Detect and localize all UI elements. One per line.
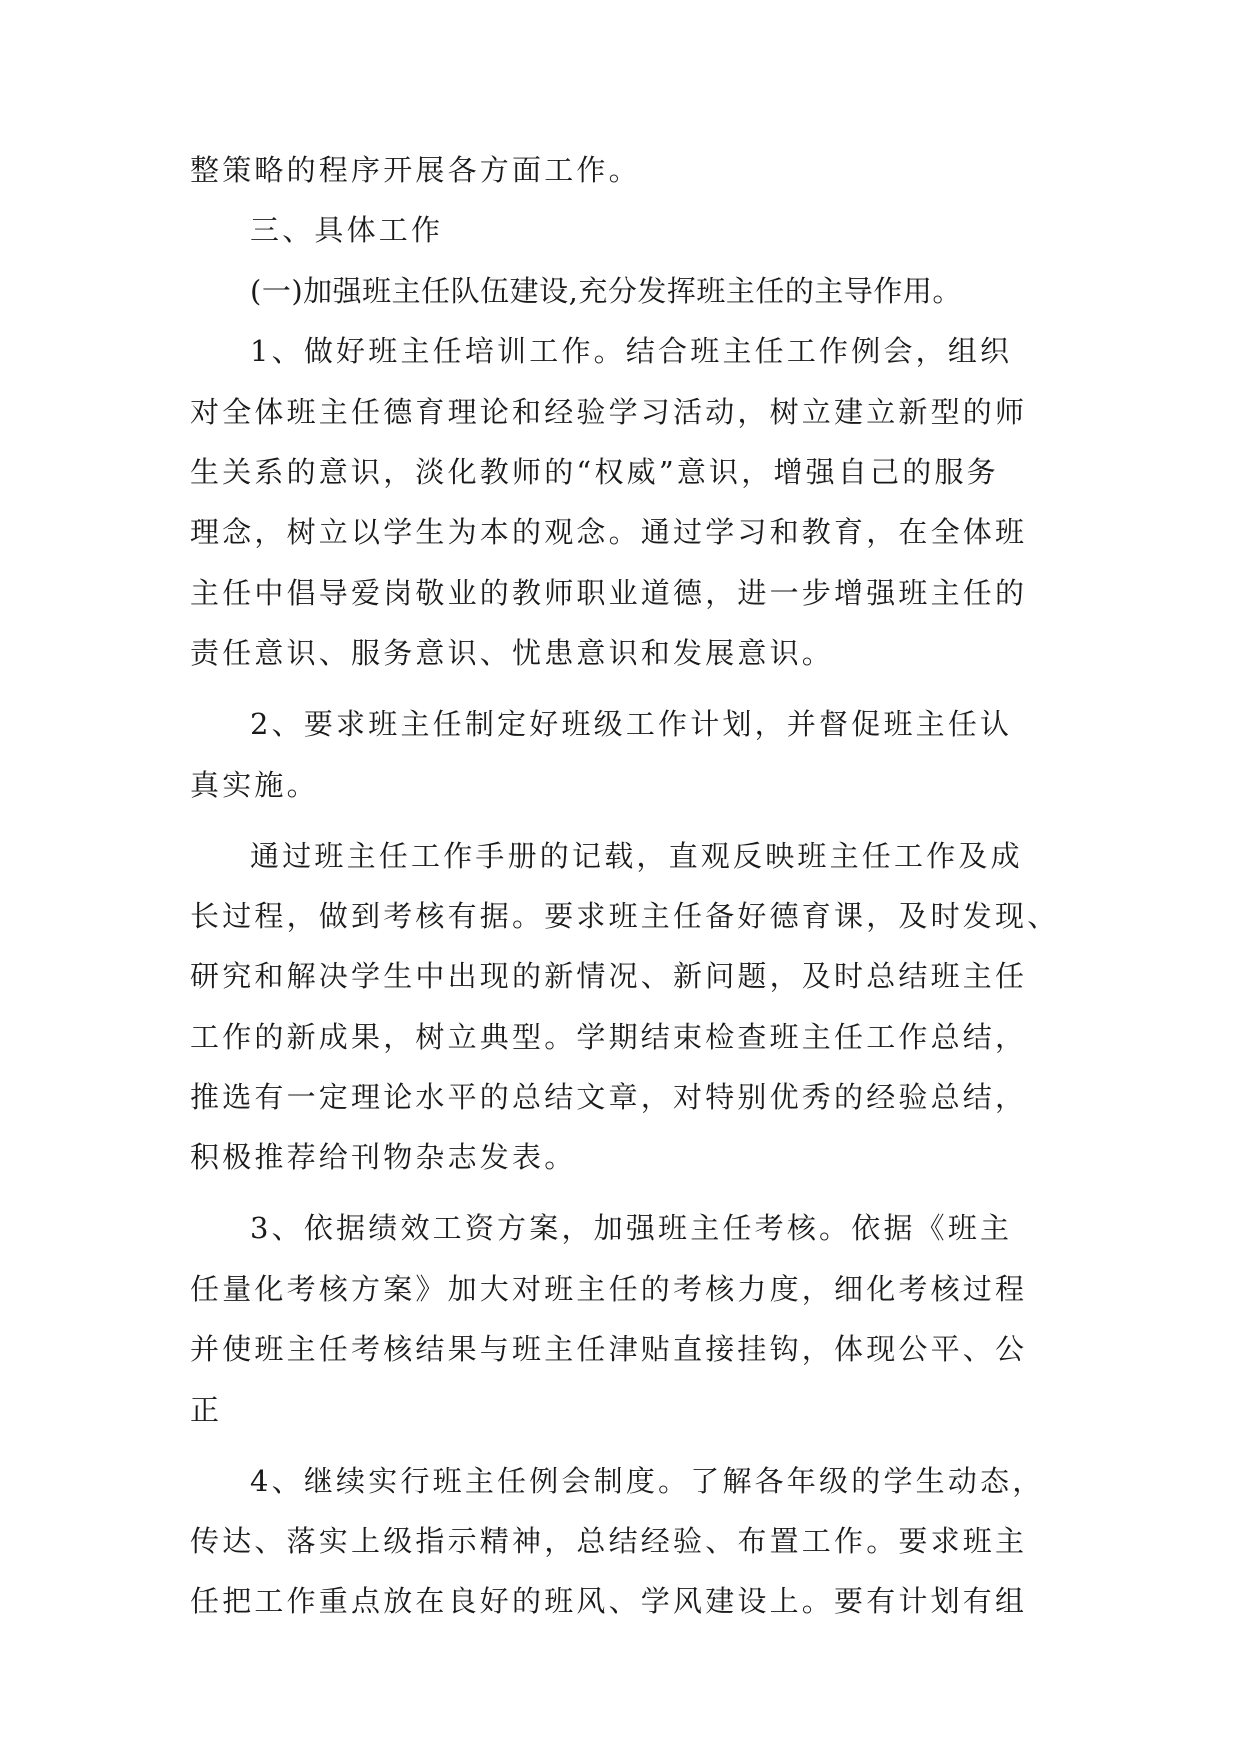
text-line: 理念，树立以学生为本的观念。通过学习和教育，在全体班 [190, 515, 1028, 550]
document-body [190, 153, 1060, 1619]
text-line: 真实施。 [190, 767, 319, 802]
text-line: 生关系的意识，淡化教师的“权威”意识，增强自己的服务 [190, 454, 999, 489]
text-line: 责任意识、服务意识、忧患意识和发展意识。 [190, 636, 835, 671]
text-line: 并使班主任考核结果与班主任津贴直接挂钩，体现公平、公 [190, 1332, 1028, 1367]
text-line: 正 [190, 1392, 223, 1427]
text-line: 任量化考核方案》加大对班主任的考核力度，细化考核过程 [190, 1271, 1028, 1306]
subsection-heading: (一)加强班主任队伍建设,充分发挥班主任的主导作用。 [250, 273, 962, 308]
text-line: 4、继续实行班主任例会制度。了解各年级的学生动态， [250, 1463, 1045, 1498]
text-line: 研究和解决学生中出现的新情况、新问题，及时总结班主任 [190, 959, 1028, 994]
section-heading: 三、具体工作 [250, 213, 444, 248]
text-line: 主任中倡导爱岗敬业的教师职业道德，进一步增强班主任的 [190, 575, 1028, 610]
text-line: 3、依据绩效工资方案，加强班主任考核。依据《班主 [250, 1211, 1013, 1246]
text-line: 推选有一定理论水平的总结文章，对特别优秀的经验总结， [190, 1080, 1028, 1115]
text-line: 1、做好班主任培训工作。结合班主任工作例会，组织 [250, 334, 1013, 369]
text-line: 2、要求班主任制定好班级工作计划，并督促班主任认 [250, 707, 1013, 742]
text-line: 长过程，做到考核有据。要求班主任备好德育课，及时发现、 [190, 898, 1060, 933]
text-line: 整策略的程序开展各方面工作。 [190, 153, 641, 187]
text-line: 通过班主任工作手册的记载，直观反映班主任工作及成 [250, 838, 1023, 873]
text-line: 传达、落实上级指示精神，总结经验、布置工作。要求班主 [190, 1524, 1028, 1559]
text-line: 任把工作重点放在良好的班风、学风建设上。要有计划有组 [190, 1584, 1028, 1619]
text-line: 对全体班主任德育理论和经验学习活动，树立建立新型的师 [190, 394, 1028, 429]
text-line: 积极推荐给刊物杂志发表。 [190, 1140, 577, 1175]
text-line: 工作的新成果，树立典型。学期结束检查班主任工作总结， [190, 1019, 1028, 1054]
